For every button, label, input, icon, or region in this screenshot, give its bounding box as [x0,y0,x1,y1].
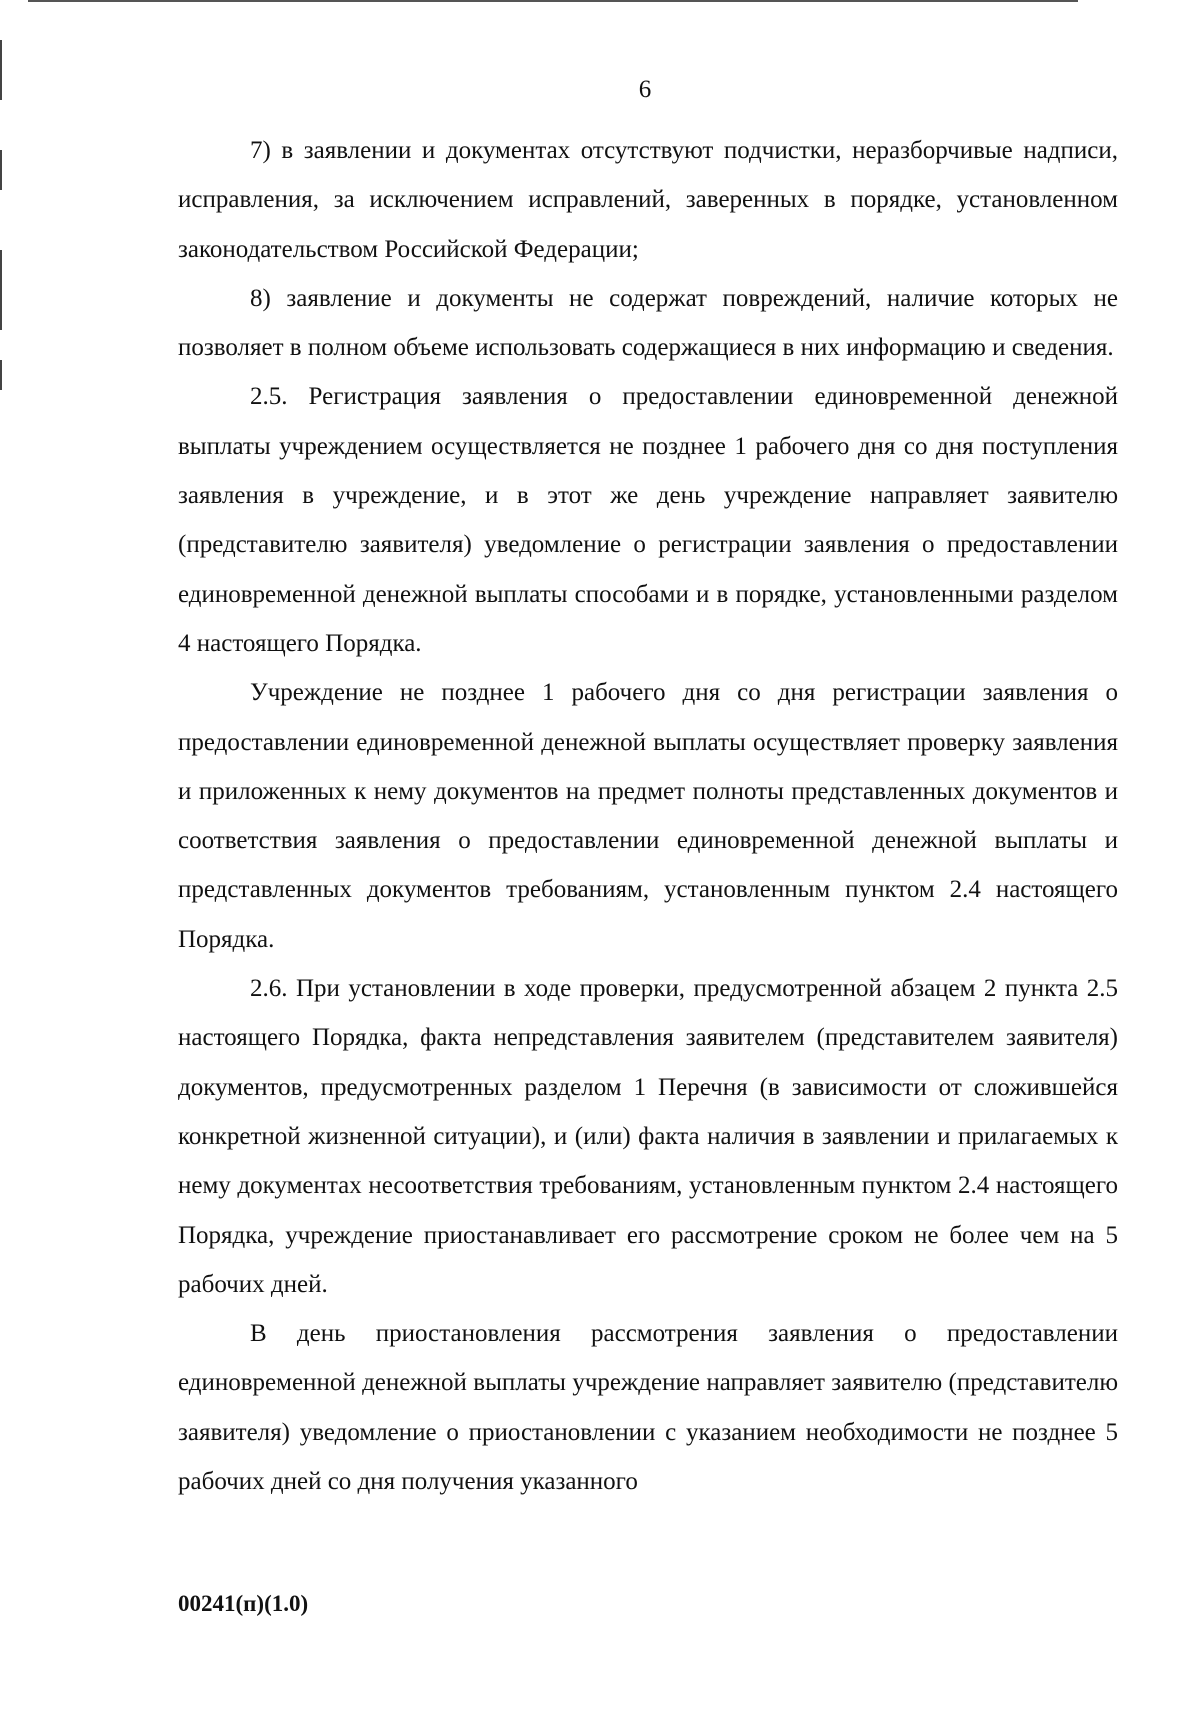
document-code: 00241(п)(1.0) [178,1591,309,1616]
paragraph-2-6: 2.6. При установлении в ходе проверки, предусмотренной абзацем 2 пункта 2.5 настоящего Порядка, факта непредставления заявителем (представителем заявителя) документов, предусмотренных разделом 1 Перечня (в зависимости от сложившейся конкретной жизненной ситуации), и (или) факта наличия в заявлении и прилагаемых к нему документах несоответствия требованиям, установленным пунктом 2.4 настоящего Порядка, учреждение приостанавливает его рассмотрение сроком не более чем на 5 рабочих дней. [178,975,1118,1298]
scan-top-edge [28,0,1078,2]
paragraph-verification: Учреждение не позднее 1 рабочего дня со дня регистрации заявления о предоставлении единовременной денежной выплаты осуществляет проверку заявления и приложенных к нему документов на предмет полноты представленных документов и соответствия заявления о предоставлении единовременной денежной выплаты и представленных документов требованиям, установленным пунктом 2.4 настоящего Порядка. [178,679,1118,953]
paragraph-2-5: 2.5. Регистрация заявления о предоставлении единовременной денежной выплаты учреждением осуществляется не позднее 1 рабочего дня со дня поступления заявления в учреждение, и в этот же день учреждение направляет заявителю (представителю заявителя) уведомление о регистрации заявления о предоставлении единовременной денежной выплаты способами и в порядке, установленными разделом 4 настоящего Порядка. [178,383,1118,657]
document-body [178,126,1118,1506]
scan-left-edge-mark [0,150,2,190]
paragraph-item-8: 8) заявление и документы не содержат повреждений, наличие которых не позволяет в полном объеме использовать содержащиеся в них информацию и сведения. [178,284,1118,362]
paragraph-suspension-notice: В день приостановления рассмотрения заявления о предоставлении единовременной денежной выплаты учреждение направляет заявителю (представителю заявителя) уведомление о приостановлении с указанием необходимости не позднее 5 рабочих дней со дня получения указанного [178,1320,1118,1496]
paragraph-item-7: 7) в заявлении и документах отсутствуют подчистки, неразборчивые надписи, исправления, за исключением исправлений, заверенных в порядке, установленном законодательством Российской Федерации; [178,137,1118,263]
scan-left-edge-mark [0,250,2,330]
page-number: 6 [638,76,652,103]
scan-left-edge-mark [0,360,2,390]
